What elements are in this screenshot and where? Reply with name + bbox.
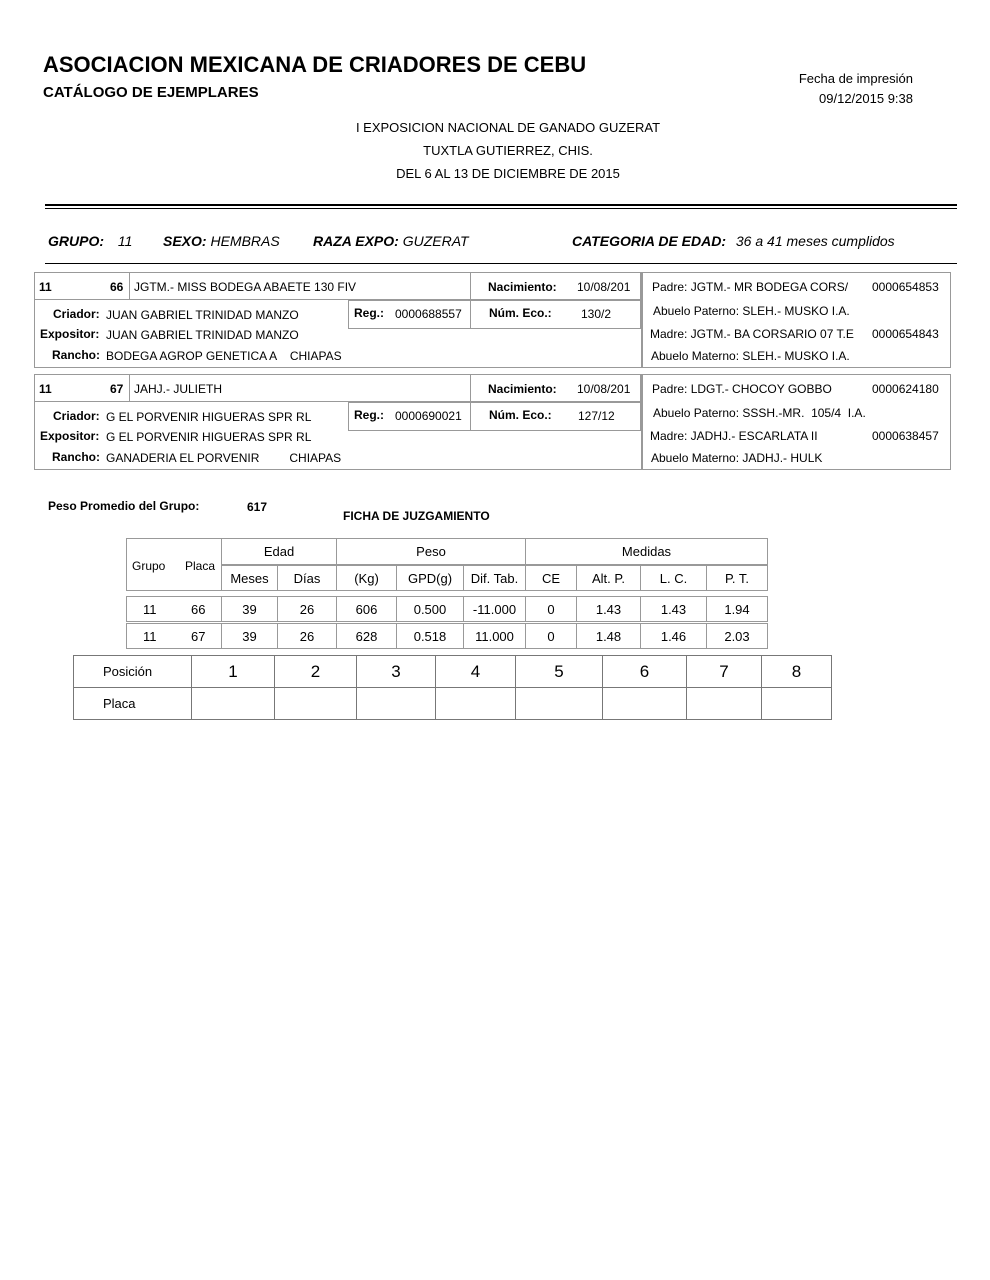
ficha-title: FICHA DE JUZGAMIENTO (343, 509, 490, 523)
expositor-value: JUAN GABRIEL TRINIDAD MANZO (106, 328, 299, 342)
peso-promedio-label: Peso Promedio del Grupo: (48, 499, 200, 513)
table-cell: 0 (525, 623, 577, 649)
animal-name: JAHJ.- JULIETH (134, 382, 223, 396)
table-cell: 1.43 (640, 596, 707, 622)
event-name: I EXPOSICION NACIONAL DE GANADO GUZERAT (355, 120, 661, 135)
madre-reg: 0000638457 (872, 429, 939, 443)
categoria-label: CATEGORIA DE EDAD: (572, 233, 726, 249)
header-cell: Días (277, 565, 337, 591)
position-number: 5 (515, 655, 603, 688)
sexo-label: SEXO: (163, 233, 207, 249)
position-number: 6 (602, 655, 687, 688)
placa-entry-cell[interactable] (761, 687, 832, 720)
header-cell: Dif. Tab. (463, 565, 526, 591)
reg-value: 0000688557 (395, 307, 462, 321)
padre: Padre: LDGT.- CHOCOY GOBBO (652, 382, 832, 396)
page-subtitle: CATÁLOGO DE EJEMPLARES (43, 84, 259, 101)
header-cell: L. C. (640, 565, 707, 591)
header-cell: P. T. (706, 565, 768, 591)
raza-value: GUZERAT (402, 233, 469, 249)
padre-reg: 0000654853 (872, 280, 939, 294)
madre-reg: 0000654843 (872, 327, 939, 341)
table-cell: 39 (221, 623, 278, 649)
nacimiento-value: 10/08/201 (577, 280, 631, 294)
divider (45, 208, 957, 209)
animal-grupo: 11 (39, 280, 52, 294)
reg-label: Reg.: (354, 408, 384, 422)
table-cell: 11 (143, 629, 157, 644)
header-cell: Meses (221, 565, 278, 591)
table-cell: 66 (191, 602, 206, 617)
reg-label: Reg.: (354, 306, 384, 320)
padre: Padre: JGTM.- MR BODEGA CORS/ (652, 280, 849, 294)
header-cell: GPD(g) (396, 565, 464, 591)
header-group-1: Peso (336, 538, 526, 565)
table-cell: 11.000 (463, 623, 526, 649)
table-cell: -11.000 (463, 596, 526, 622)
position-number: 2 (274, 655, 357, 688)
table-cell: 26 (277, 596, 337, 622)
rancho-value: GANADERIA EL PORVENIR CHIAPAS (106, 451, 342, 465)
expositor-label: Expositor: (40, 429, 100, 443)
animal-placa: 67 (110, 382, 124, 396)
position-number: 3 (356, 655, 436, 688)
raza (313, 233, 469, 249)
animal-grupo: 11 (39, 382, 52, 396)
position-number: 7 (686, 655, 762, 688)
abuelo-paterno: Abuelo Paterno: SLEH.- MUSKO I.A. (653, 304, 850, 318)
table-cell: 1.43 (576, 596, 641, 622)
eco-label: Núm. Eco.: (489, 306, 552, 320)
placa-entry-cell[interactable] (515, 687, 603, 720)
table-cell: 606 (336, 596, 397, 622)
divider (45, 204, 957, 206)
criador-value: JUAN GABRIEL TRINIDAD MANZO (106, 308, 299, 322)
criador-label: Criador: (53, 409, 100, 423)
placa-entry-cell[interactable] (191, 687, 275, 720)
criador-label: Criador: (53, 307, 100, 321)
page-title: ASOCIACION MEXICANA DE CRIADORES DE CEBU (43, 52, 587, 77)
header-group-2: Medidas (525, 538, 768, 565)
raza-label: RAZA EXPO: (313, 233, 399, 249)
grupo-label: GRUPO: (48, 233, 104, 249)
header-grupo: Grupo (132, 559, 166, 573)
header-cell: Alt. P. (576, 565, 641, 591)
divider (45, 263, 957, 264)
eco-value: 127/12 (578, 409, 615, 423)
table-cell: 1.94 (706, 596, 768, 622)
expositor-value: G EL PORVENIR HIGUERAS SPR RL (106, 430, 312, 444)
table-cell: 67 (191, 629, 206, 644)
rancho-value: BODEGA AGROP GENETICA A CHIAPAS (106, 349, 342, 363)
event-place: TUXTLA GUTIERREZ, CHIS. (423, 143, 593, 158)
position-number: 1 (191, 655, 275, 688)
header-group-0: Edad (221, 538, 337, 565)
table-cell: 0.518 (396, 623, 464, 649)
placa-entry-cell[interactable] (602, 687, 687, 720)
nacimiento-label: Nacimiento: (488, 382, 557, 396)
placa-entry-cell[interactable] (274, 687, 357, 720)
placa-entry-cell[interactable] (435, 687, 516, 720)
table-cell: 26 (277, 623, 337, 649)
nacimiento-value: 10/08/201 (577, 382, 631, 396)
table-row (126, 623, 222, 649)
abuelo-paterno: Abuelo Paterno: SSSH.-MR. 105/4 I.A. (653, 406, 866, 420)
rancho-label: Rancho: (52, 348, 100, 362)
header-cell: CE (525, 565, 577, 591)
nacimiento-label: Nacimiento: (488, 280, 557, 294)
table-cell: 39 (221, 596, 278, 622)
placa-entry-cell[interactable] (356, 687, 436, 720)
table-cell: 628 (336, 623, 397, 649)
table-cell: 0.500 (396, 596, 464, 622)
abuelo-materno: Abuelo Materno: JADHJ.- HULK (651, 451, 823, 465)
eco-value: 130/2 (581, 307, 612, 321)
animal-name: JGTM.- MISS BODEGA ABAETE 130 FIV (134, 280, 357, 294)
table-cell: 11 (143, 602, 157, 617)
position-number: 4 (435, 655, 516, 688)
table-cell: 2.03 (706, 623, 768, 649)
reg-value: 0000690021 (395, 409, 462, 423)
madre: Madre: JADHJ.- ESCARLATA II (650, 429, 818, 443)
animal-placa: 66 (110, 280, 124, 294)
criador-value: G EL PORVENIR HIGUERAS SPR RL (106, 410, 312, 424)
print-date: 09/12/2015 9:38 (819, 91, 913, 106)
placa-entry-cell[interactable] (686, 687, 762, 720)
table-row (126, 596, 222, 622)
posicion-label: Posición (73, 655, 192, 688)
grupo-value: 11 (117, 233, 133, 249)
abuelo-materno: Abuelo Materno: SLEH.- MUSKO I.A. (651, 349, 850, 363)
header-cell: (Kg) (336, 565, 397, 591)
sexo-value: HEMBRAS (210, 233, 280, 249)
placa-label: Placa (73, 687, 192, 720)
rancho-label: Rancho: (52, 450, 100, 464)
sexo (163, 233, 280, 249)
table-cell: 1.46 (640, 623, 707, 649)
categoria-value: 36 a 41 meses cumplidos (735, 233, 895, 249)
group-line (48, 233, 132, 249)
padre-reg: 0000624180 (872, 382, 939, 396)
event-dates: DEL 6 AL 13 DE DICIEMBRE DE 2015 (396, 166, 620, 181)
table-cell: 0 (525, 596, 577, 622)
peso-promedio-value: 617 (247, 500, 268, 514)
categoria (572, 233, 895, 249)
table-cell: 1.48 (576, 623, 641, 649)
eco-label: Núm. Eco.: (489, 408, 552, 422)
madre: Madre: JGTM.- BA CORSARIO 07 T.E (650, 327, 854, 341)
print-date-label: Fecha de impresión (798, 71, 913, 86)
header-placa: Placa (185, 559, 216, 573)
position-number: 8 (761, 655, 832, 688)
expositor-label: Expositor: (40, 327, 100, 341)
